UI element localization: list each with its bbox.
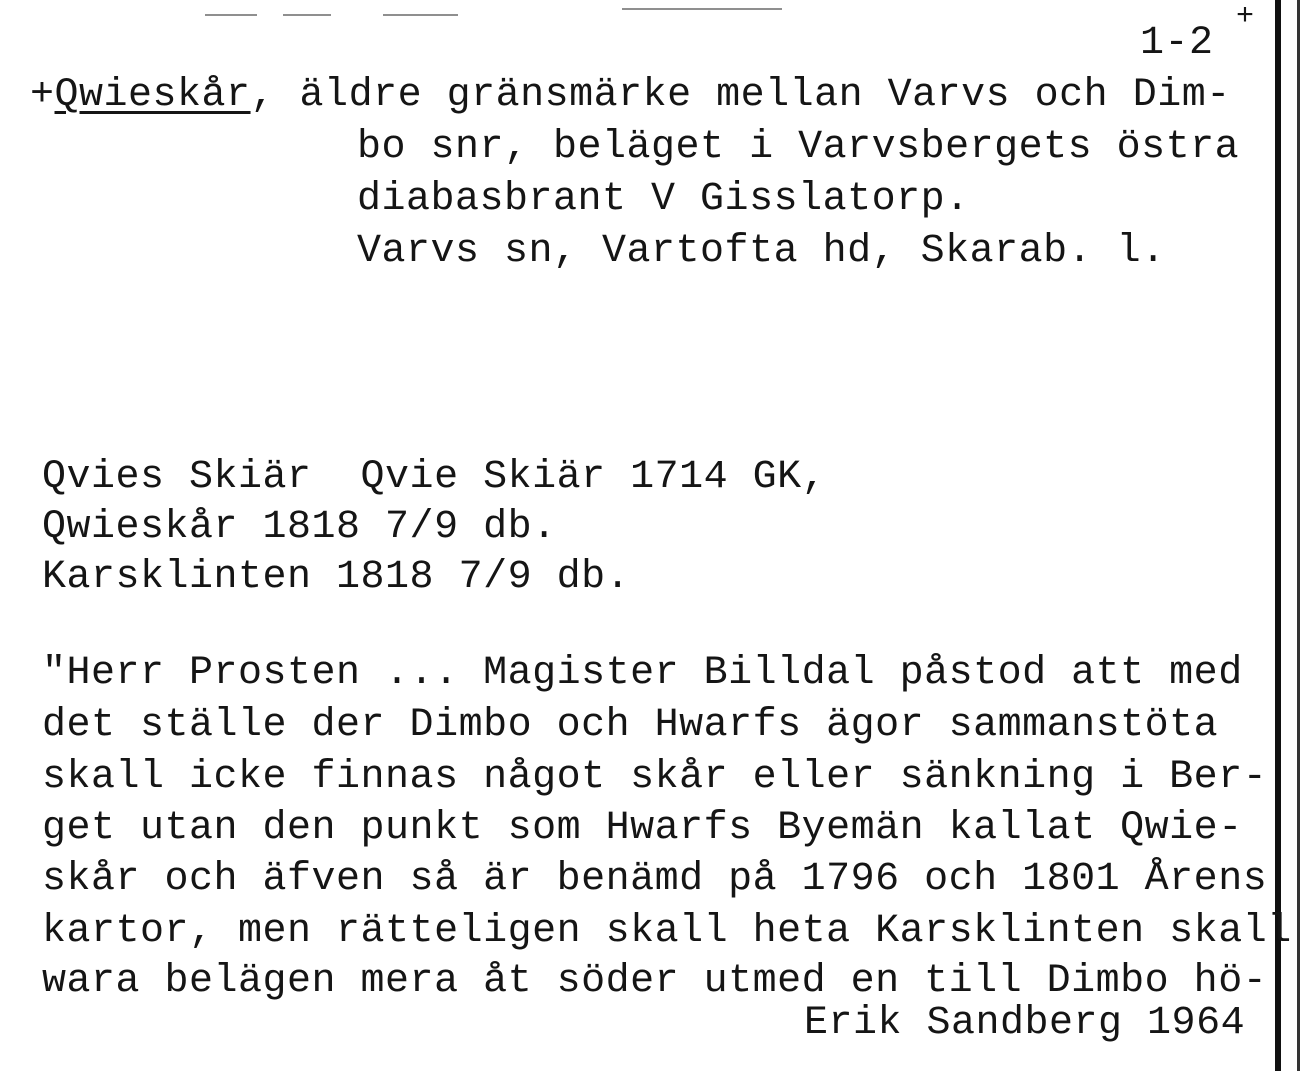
headword-line — [30, 70, 1231, 122]
definition-line-4: Varvs sn, Vartofta hd, Skarab. l. — [357, 229, 1166, 274]
headword: Qwieskår — [54, 73, 251, 118]
card-edge-shadow — [1297, 0, 1300, 1071]
quote-line-7: wara belägen mera åt söder utmed en till Dimbo hö- — [42, 959, 1268, 1004]
plus-mark: + — [1236, 0, 1255, 34]
definition-line-1: , äldre gränsmärke mellan Varvs och Dim- — [250, 73, 1231, 118]
quote-line-5: skår och äfven så är benämd på 1796 och 1801 Årens — [42, 857, 1268, 902]
quote-line-3: skall icke finnas något skår eller sänkning i Ber- — [42, 755, 1268, 800]
quote-line-6: kartor, men rätteligen skall heta Karsklinten skall — [42, 909, 1292, 954]
quote-line-2: det ställe der Dimbo och Hwarfs ägor sammanstöta — [42, 703, 1219, 748]
form-line-1: Qvies Skiär Qvie Skiär 1714 GK, — [42, 455, 827, 500]
definition-line-3: diabasbrant V Gisslatorp. — [357, 177, 970, 222]
form-line-2: Qwieskår 1818 7/9 db. — [42, 505, 557, 550]
quote-line-4: get utan den punkt som Hwarfs Byemän kallat Qwie- — [42, 806, 1243, 851]
quote-line-1: "Herr Prosten ... Magister Billdal påstod att med — [42, 651, 1243, 696]
card-number: 1-2 — [1140, 21, 1214, 66]
headword-prefix: + — [30, 73, 55, 118]
signature: Erik Sandberg 1964 — [804, 1001, 1246, 1046]
top-edge-dash — [205, 14, 257, 16]
form-line-3: Karsklinten 1818 7/9 db. — [42, 555, 631, 600]
top-edge-dash — [622, 8, 782, 10]
top-edge-dash — [383, 14, 458, 16]
top-edge-dash — [283, 14, 331, 16]
definition-line-2: bo snr, beläget i Varvsbergets östra — [357, 125, 1240, 170]
